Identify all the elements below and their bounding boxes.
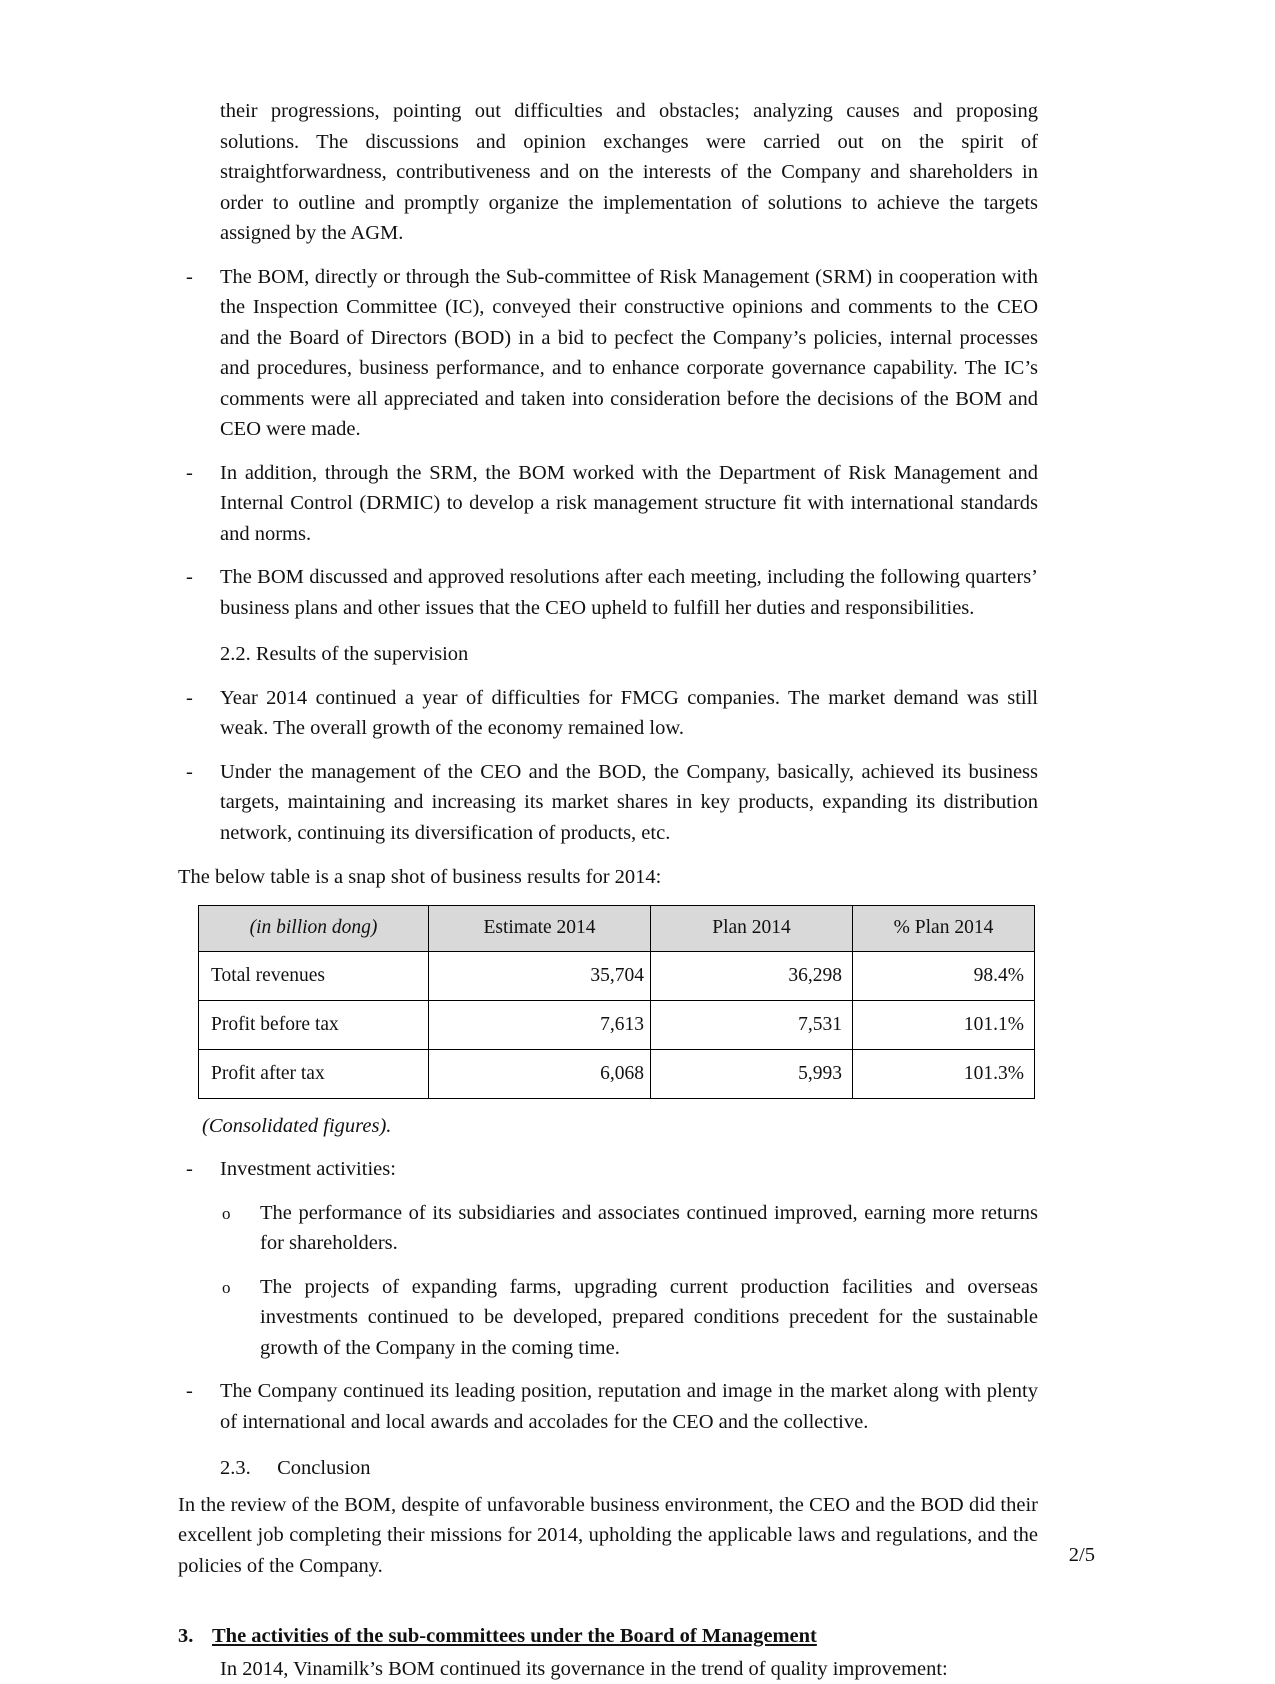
table-row bbox=[199, 951, 1035, 1000]
bullet-item bbox=[186, 1154, 1038, 1185]
table-header-unit: (in billion dong) bbox=[199, 905, 429, 951]
dash-bullet-marker: - bbox=[186, 562, 193, 593]
row-label: Total revenues bbox=[199, 951, 429, 1000]
sub-bullet-item bbox=[222, 1198, 1038, 1259]
bullet-item bbox=[186, 683, 1038, 744]
table-header-row bbox=[199, 905, 1035, 951]
dash-bullet-marker: - bbox=[186, 1376, 193, 1407]
page-number: 2/5 bbox=[1069, 1540, 1095, 1570]
row-percent: 101.3% bbox=[853, 1049, 1035, 1098]
bullet-text: The BOM discussed and approved resolutions after each meeting, including the following quarters’ business plans and other issues that the CEO upheld to fulfill her duties and responsibilities. bbox=[220, 562, 1038, 623]
row-estimate: 7,613 bbox=[429, 1000, 651, 1049]
row-percent: 98.4% bbox=[853, 951, 1035, 1000]
row-plan: 7,531 bbox=[651, 1000, 853, 1049]
table-caption: (Consolidated figures). bbox=[202, 1111, 1038, 1142]
sub-bullet-text: The projects of expanding farms, upgrading current production facilities and overseas investments continued to be developed, prepared conditions precedent for the sustainable growth of the Company in the coming time. bbox=[260, 1276, 1038, 1359]
results-table-wrapper bbox=[198, 905, 1014, 1099]
section-3-body: In 2014, Vinamilk’s BOM continued its governance in the trend of quality improvement: bbox=[220, 1654, 1038, 1684]
bullet-item bbox=[186, 757, 1038, 849]
bullet-item bbox=[186, 262, 1038, 445]
row-label: Profit before tax bbox=[199, 1000, 429, 1049]
section-2-2-number: 2.2. bbox=[220, 639, 251, 670]
section-2-2-heading bbox=[220, 639, 1038, 670]
dash-bullet-marker: - bbox=[186, 262, 193, 293]
business-results-table bbox=[198, 905, 1035, 1099]
dash-bullet-marker: - bbox=[186, 1154, 193, 1185]
bullet-text: Year 2014 continued a year of difficulties for FMCG companies. The market demand was still weak. The overall growth of the economy remained low. bbox=[220, 683, 1038, 744]
bullet-text: Investment activities: bbox=[220, 1154, 1038, 1185]
row-estimate: 6,068 bbox=[429, 1049, 651, 1098]
bullet-text: The Company continued its leading position, reputation and image in the market along with plenty of international and local awards and accolades for the CEO and the collective. bbox=[220, 1376, 1038, 1437]
section-3-heading bbox=[178, 1621, 1038, 1652]
table-row bbox=[199, 1000, 1035, 1049]
sub-bullet-text: The performance of its subsidiaries and associates continued improved, earning more returns for shareholders. bbox=[260, 1202, 1038, 1255]
bullet-item bbox=[186, 1376, 1038, 1437]
circle-bullet-marker: o bbox=[222, 1272, 231, 1303]
table-header-estimate: Estimate 2014 bbox=[429, 905, 651, 951]
row-plan: 5,993 bbox=[651, 1049, 853, 1098]
section-2-3-title: Conclusion bbox=[277, 1457, 370, 1479]
page-content bbox=[178, 96, 1038, 1684]
dash-bullet-marker: - bbox=[186, 683, 193, 714]
bullet-item bbox=[186, 562, 1038, 623]
section-2-3-body: In the review of the BOM, despite of unfavorable business environment, the CEO and the BOD did their excellent job completing their missions for 2014, upholding the applicable laws and regulations, and the policies of the Company. bbox=[178, 1490, 1038, 1582]
sub-bullet-item bbox=[222, 1272, 1038, 1364]
section-2-3-number: 2.3. bbox=[220, 1453, 272, 1484]
section-2-2-title: Results of the supervision bbox=[256, 643, 468, 665]
row-plan: 36,298 bbox=[651, 951, 853, 1000]
row-percent: 101.1% bbox=[853, 1000, 1035, 1049]
row-label: Profit after tax bbox=[199, 1049, 429, 1098]
section-3-title: The activities of the sub-committees under the Board of Management bbox=[212, 1625, 817, 1647]
bullet-item bbox=[186, 458, 1038, 550]
circle-bullet-marker: o bbox=[222, 1198, 231, 1229]
table-row bbox=[199, 1049, 1035, 1098]
bullet-text: Under the management of the CEO and the BOD, the Company, basically, achieved its business targets, maintaining and increasing its market shares in key products, expanding its distribution network, continuing its diversification of products, etc. bbox=[220, 757, 1038, 849]
section-2-3-heading bbox=[220, 1453, 1038, 1484]
table-header-plan: Plan 2014 bbox=[651, 905, 853, 951]
bullet-text: In addition, through the SRM, the BOM worked with the Department of Risk Management and Internal Control (DRMIC) to develop a risk management structure fit with international standards and norms. bbox=[220, 458, 1038, 550]
table-header-percent-plan: % Plan 2014 bbox=[853, 905, 1035, 951]
intro-paragraph: their progressions, pointing out difficulties and obstacles; analyzing causes and proposing solutions. The discussions and opinion exchanges were carried out on the spirit of straightforwardness, contributiveness and on the interests of the Company and shareholders in order to outline and promptly organize the implementation of solutions to achieve the targets assigned by the AGM. bbox=[220, 96, 1038, 249]
section-3-number: 3. bbox=[178, 1621, 193, 1652]
dash-bullet-marker: - bbox=[186, 757, 193, 788]
bullet-text: The BOM, directly or through the Sub-committee of Risk Management (SRM) in cooperation with the Inspection Committee (IC), conveyed their constructive opinions and comments to the CEO and the Board of Directors (BOD) in a bid to pecfect the Company’s policies, internal processes and procedures, business performance, and to enhance corporate governance capability. The IC’s comments were all appreciated and taken into consideration before the decisions of the BOM and CEO were made. bbox=[220, 262, 1038, 445]
table-intro-text: The below table is a snap shot of business results for 2014: bbox=[178, 862, 1038, 893]
row-estimate: 35,704 bbox=[429, 951, 651, 1000]
dash-bullet-marker: - bbox=[186, 458, 193, 489]
